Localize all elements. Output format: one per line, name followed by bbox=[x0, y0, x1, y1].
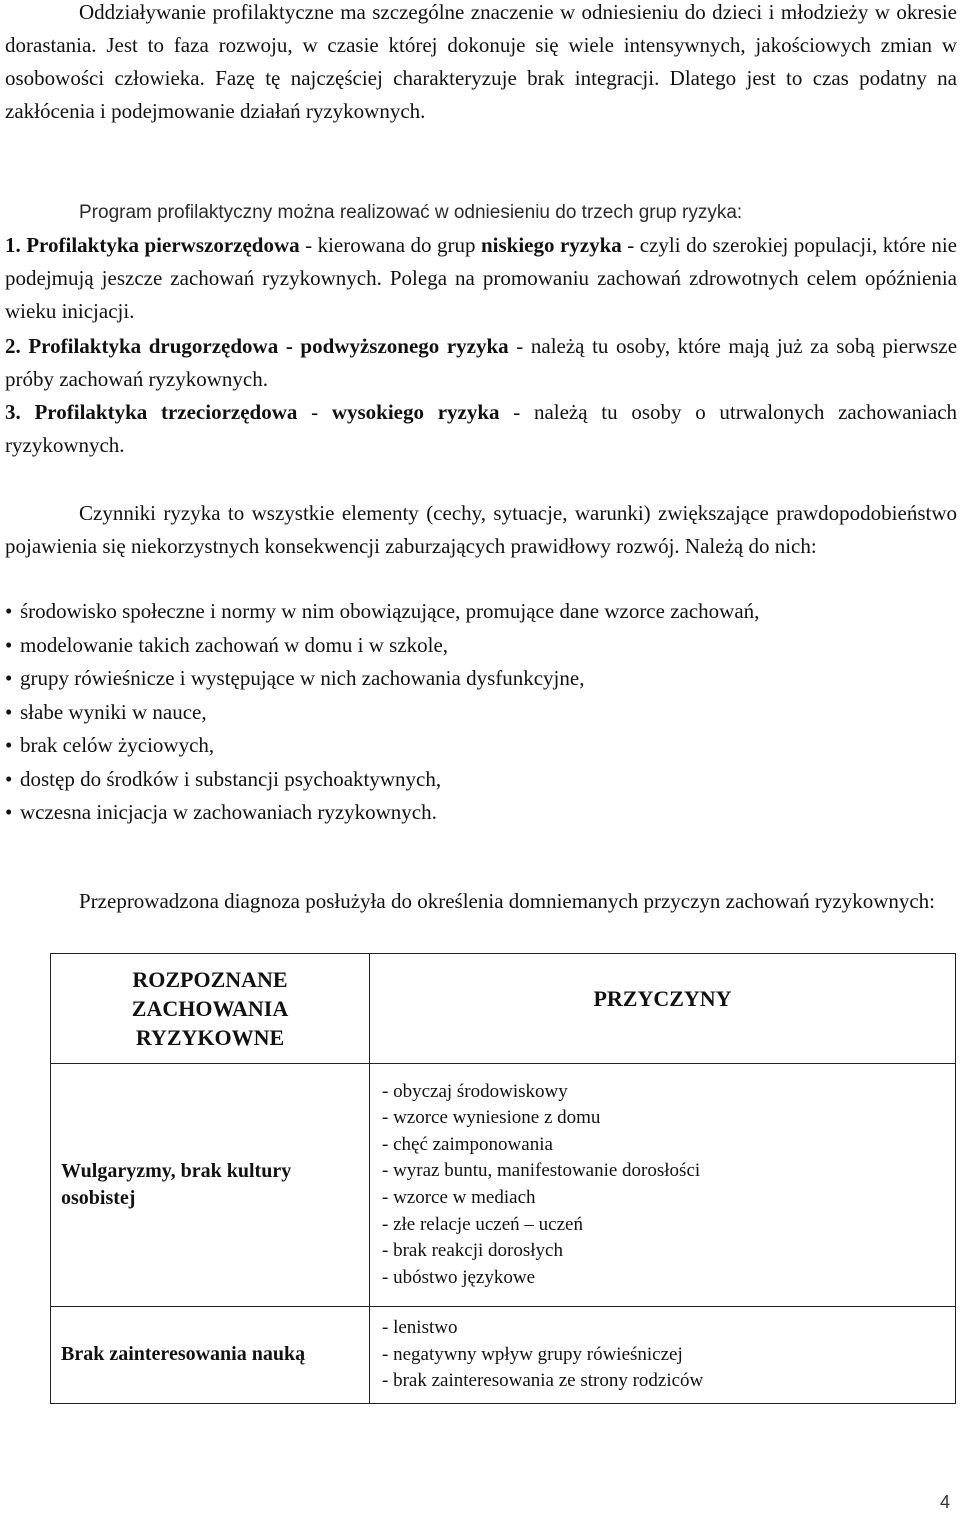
risk-factors-intro: Czynniki ryzyka to wszystkie elementy (cechy, sytuacje, warunki) zwiększające prawdopodobieństwo pojawienia się niekorzystnych konsekwencji zaburzających prawidłowy rozwój. Należą do nich: bbox=[5, 501, 957, 558]
prevention-level-3: 3. Profilaktyka trzeciorzędowa - wysokiego ryzyka - należą tu osoby o utrwalonych zachowaniach ryzykownych. bbox=[5, 400, 958, 457]
list-item: • brak celów życiowych, bbox=[5, 729, 957, 763]
cause-item: - lenistwo bbox=[382, 1317, 458, 1338]
list-item: • grupy rówieśnicze i występujące w nich zachowania dysfunkcyjne, bbox=[5, 662, 957, 696]
diagnosis-intro: Przeprowadzona diagnoza posłużyła do określenia domniemanych przyczyn zachowań ryzykownych: bbox=[79, 889, 936, 913]
list-item: • środowisko społeczne i normy w nim obowiązujące, promujące dane wzorce zachowań, bbox=[5, 595, 957, 629]
causes-table bbox=[50, 953, 956, 1404]
risk-factors-list bbox=[5, 595, 957, 830]
table-cell-causes bbox=[370, 1307, 956, 1404]
table-header-causes: PRZYCZYNY bbox=[370, 954, 956, 1064]
table-cell-behavior: Brak zainteresowania nauką bbox=[51, 1307, 370, 1404]
list-item: • dostęp do środków i substancji psychoaktywnych, bbox=[5, 763, 957, 797]
page-number: 4 bbox=[939, 1492, 950, 1512]
prevention-level-1: 1. Profilaktyka pierwszorzędowa - kierowana do grup niskiego ryzyka - czyli do szerokiej populacji, które nie podejmują jeszcze zachowań ryzykownych. Polega na promowaniu zachowań zdrowotnych celem opóźnienia wieku inicjacji. bbox=[5, 233, 957, 323]
intro-paragraph: Oddziaływanie profilaktyczne ma szczególne znaczenie w odniesieniu do dzieci i młodzieży w okresie dorastania. Jest to faza rozwoju, w czasie której dokonuje się wiele intensywnych, jakościowych zmian w osobowości człowieka. Fazę tę najczęściej charakteryzuje brak integracji. Dlatego jest to czas podatny na zakłócenia i podejmowanie działań ryzykownych. bbox=[5, 0, 957, 123]
table-header-row bbox=[51, 954, 956, 1064]
cause-item: - chęć zaimponowania bbox=[382, 1133, 553, 1155]
table-row bbox=[51, 1307, 956, 1404]
cause-item: - złe relacje uczeń – uczeń bbox=[382, 1213, 583, 1235]
list-item: • modelowanie takich zachowań w domu i w szkole, bbox=[5, 629, 957, 663]
table-row bbox=[51, 1064, 956, 1307]
cause-item: - brak reakcji dorosłych bbox=[382, 1240, 563, 1262]
cause-item: - brak zainteresowania ze strony rodziców bbox=[382, 1370, 704, 1392]
list-item: • wczesna inicjacja w zachowaniach ryzykownych. bbox=[5, 796, 957, 830]
cause-item: - wyraz buntu, manifestowanie dorosłości bbox=[382, 1160, 701, 1182]
list-item: • słabe wyniki w nauce, bbox=[5, 696, 957, 730]
cause-item: - ubóstwo językowe bbox=[382, 1266, 536, 1288]
cause-item: - obyczaj środowiskowy bbox=[382, 1080, 568, 1102]
cause-item: - negatywny wpływ grupy rówieśniczej bbox=[382, 1343, 683, 1365]
table-cell-behavior: Wulgaryzmy, brak kultury osobistej bbox=[51, 1064, 370, 1307]
cause-item: - wzorce wyniesione z domu bbox=[382, 1107, 601, 1129]
table-header-behavior: ROZPOZNANE ZACHOWANIA RYZYKOWNE bbox=[51, 954, 370, 1064]
program-intro: Program profilaktyczny można realizować w odniesieniu do trzech grup ryzyka: bbox=[79, 202, 743, 223]
cause-item: - wzorce w mediach bbox=[382, 1187, 536, 1208]
prevention-level-2: 2. Profilaktyka drugorzędowa - podwyższonego ryzyka - należą tu osoby, które mają już za sobą pierwsze próby zachowań ryzykownych. bbox=[5, 334, 958, 391]
table-cell-causes bbox=[370, 1064, 956, 1307]
